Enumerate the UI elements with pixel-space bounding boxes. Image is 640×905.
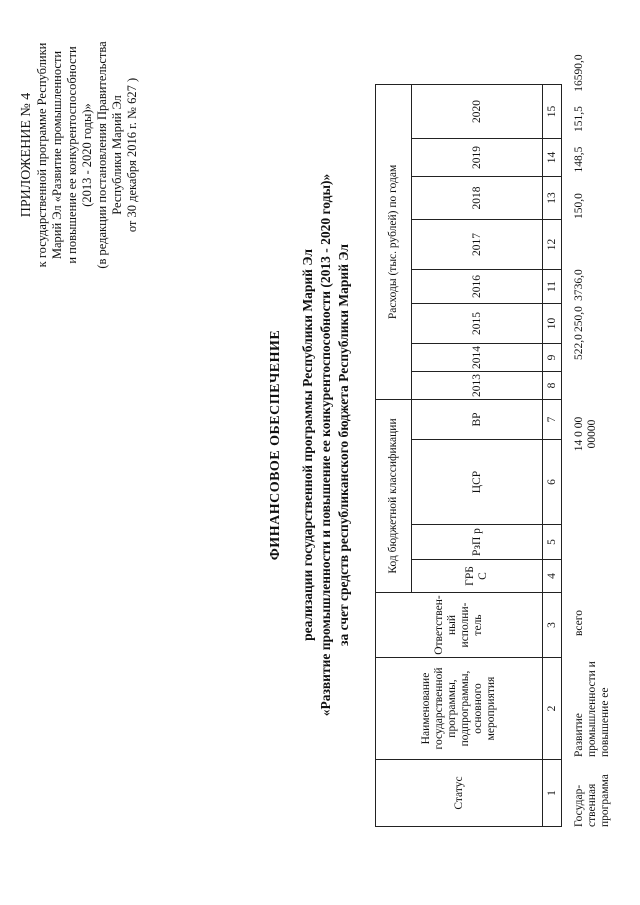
appendix-line: от 30 декабря 2016 г. № 627 ) [125, 77, 139, 233]
column-number: 6 [543, 440, 562, 525]
document-subtitle: «Развитие промышленности и повышение ее конкурентоспособности (2013 - 2020 годы)» [318, 173, 333, 717]
column-number: 3 [543, 593, 562, 658]
column-number: 1 [543, 760, 562, 827]
appendix-title: ПРИЛОЖЕНИЕ № 4 [19, 92, 34, 218]
appendix-line: Республики Марий Эл [110, 95, 124, 215]
header-year: 2019 [412, 138, 543, 176]
document-subtitle: реализации государственной программы Республики Марий Эл [300, 249, 315, 641]
column-number: 2 [543, 658, 562, 760]
row-value-2017: 150,0 [573, 193, 585, 219]
column-number: 10 [543, 303, 562, 343]
appendix-line: (2013 - 2020 годы)» [80, 103, 94, 207]
row-status: Государ-ственная программа [573, 774, 611, 827]
column-number: 12 [543, 219, 562, 269]
row-name: Развитие промышленности и повышение ее [573, 661, 611, 757]
header-rzpr: РзП р [412, 525, 543, 560]
row-csr: 14 0 00 00000 [573, 416, 598, 452]
appendix-line: к государственной программе Республики [35, 42, 49, 268]
header-grbs: ГРБ С [412, 560, 543, 593]
column-number: 13 [543, 176, 562, 219]
header-year: 2018 [412, 176, 543, 219]
column-number: 11 [543, 269, 562, 303]
header-name: Наименование государственной программы, подпрограммы, основного мероприятия [376, 658, 543, 760]
row-value-2013: 522,0 [573, 334, 585, 360]
header-year: 2013 [412, 371, 543, 399]
row-value-2019: 151,5 [573, 106, 585, 132]
row-value-2014: 250,0 [573, 306, 585, 332]
column-number: 5 [543, 525, 562, 560]
row-value-2018: 148,5 [573, 146, 585, 173]
header-status: Статус [376, 760, 543, 827]
document-subtitle: за счет средств республиканского бюджета Республики Марий Эл [336, 244, 351, 646]
header-executor: Ответствен-ный исполни-тель [376, 593, 543, 658]
column-number: 14 [543, 138, 562, 176]
column-number: 8 [543, 371, 562, 399]
row-executor: всего [573, 610, 585, 636]
column-number-row [543, 84, 562, 826]
header-year: 2014 [412, 343, 543, 371]
column-number: 9 [543, 343, 562, 371]
header-expenses: Расходы (тыс. рублей) по годам [376, 84, 412, 399]
financing-table [375, 84, 562, 827]
column-number: 7 [543, 399, 562, 439]
header-budget-code: Код бюджетной классификации [376, 399, 412, 592]
header-year: 2017 [412, 219, 543, 269]
header-csr: ЦСР [412, 440, 543, 525]
row-value-2020: 16590,0 [573, 54, 585, 92]
column-number: 4 [543, 560, 562, 593]
column-number: 15 [543, 84, 562, 138]
appendix-line: Марий Эл «Развитие промышленности [50, 50, 64, 260]
appendix-line: и повышение ее конкурентоспособности [65, 46, 79, 264]
row-value-2015: 3736,0 [573, 269, 585, 301]
header-vr: ВР [412, 399, 543, 439]
header-year: 2015 [412, 303, 543, 343]
header-year: 2020 [412, 84, 543, 138]
header-year: 2016 [412, 269, 543, 303]
appendix-block [18, 15, 140, 295]
document-title: ФИНАНСОВОЕ ОБЕСПЕЧЕНИЕ [268, 329, 283, 561]
appendix-line: (в редакции постановления Правительства [95, 41, 109, 269]
